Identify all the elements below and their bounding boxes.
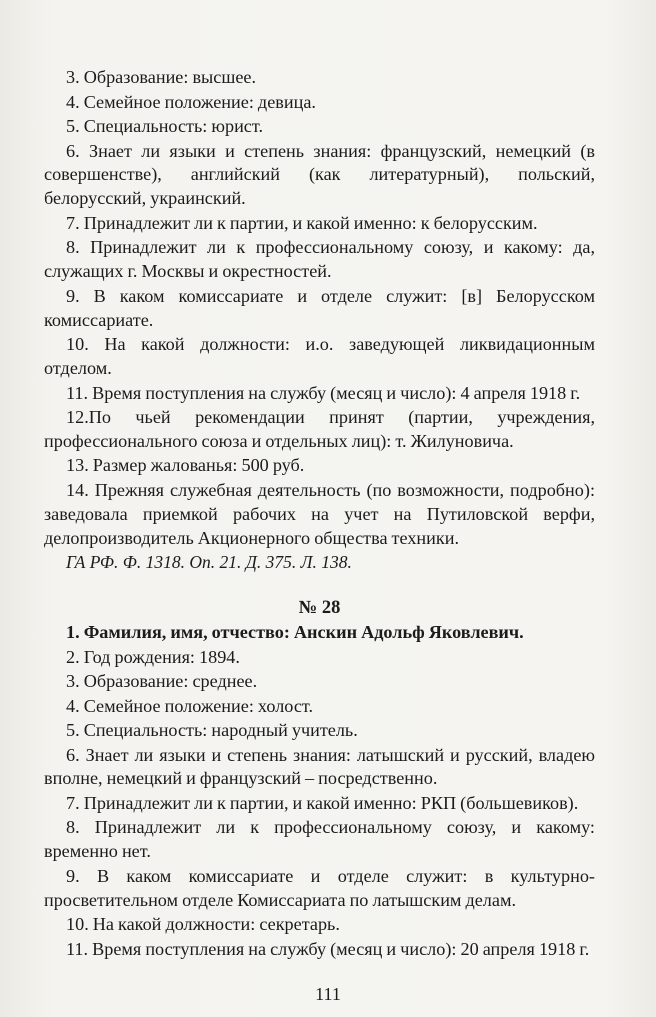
doc27-item-9: 9. В каком комиссариате и отделе служит: [в] Белорусском комиссариате. bbox=[44, 285, 595, 330]
doc28-item-9: 9. В каком комиссариате и отделе служит: в культурно-просветительном отделе Комиссариата по латышским делам. bbox=[44, 865, 595, 910]
archive-source: ГА РФ. Ф. 1318. Оп. 21. Д. 375. Л. 138. bbox=[66, 552, 352, 573]
doc28-item-4: 4. Семейное положение: холост. bbox=[66, 695, 314, 716]
doc28-item-8: 8. Принадлежит ли к профессиональному союзу, и какому: временно нет. bbox=[44, 817, 595, 862]
doc28-item-7: 7. Принадлежит ли к партии, и какой именно: РКП (большевиков). bbox=[66, 792, 579, 813]
doc27-item-14: 14. Прежняя служебная деятельность (по возможности, подробно): заведовала приемкой рабочих на учет на Путиловской верфи, делопроизводитель Акционерного общества техники. bbox=[44, 479, 595, 548]
doc27-item-5: 5. Специальность: юрист. bbox=[66, 116, 264, 136]
doc27-item-7: 7. Принадлежит ли к партии, и какой именно: к белорусским. bbox=[66, 212, 538, 233]
doc27-item-3: 3. Образование: высшее. bbox=[66, 67, 257, 87]
doc28-item-5: 5. Специальность: народный учитель. bbox=[66, 720, 358, 741]
page-text bbox=[44, 66, 595, 962]
doc27-item-11: 11. Время поступления на службу (месяц и число): 4 апреля 1918 г. bbox=[66, 382, 581, 403]
doc28-item-11: 11. Время поступления на службу (месяц и число): 20 апреля 1918 г. bbox=[66, 938, 590, 959]
doc28-item-6: 6. Знает ли языки и степень знания: латышский и русский, владею вполне, немецкий и французский – посредственно. bbox=[44, 744, 595, 789]
document-number: № 28 bbox=[298, 598, 341, 619]
doc28-item-1: 1. Фамилия, имя, отчество: Анскин Адольф Яковлевич. bbox=[66, 622, 524, 643]
doc27-item-13: 13. Размер жалованья: 500 руб. bbox=[66, 455, 305, 476]
page-number: 111 bbox=[315, 984, 341, 1004]
doc27-item-4: 4. Семейное положение: девица. bbox=[66, 91, 316, 112]
doc28-item-10: 10. На какой должности: секретарь. bbox=[66, 914, 340, 935]
doc27-item-10: 10. На какой должности: и.о. заведующей ликвидационным отделом. bbox=[44, 334, 595, 379]
doc27-item-12: 12.По чьей рекомендации принят (партии, учреждения, профессионального союза и отдельных лиц): т. Жилуновича. bbox=[44, 407, 595, 451]
doc27-item-8: 8. Принадлежит ли к профессиональному союзу, и какому: да, служащих г. Москвы и окрестностей. bbox=[44, 237, 595, 282]
doc28-item-2: 2. Год рождения: 1894. bbox=[66, 646, 240, 667]
doc27-item-6: 6. Знает ли языки и степень знания: французский, немецкий (в совершенстве), английский (как литературный), польский, белорусский, украинский. bbox=[44, 140, 595, 209]
doc28-item-3: 3. Образование: среднее. bbox=[66, 671, 258, 692]
